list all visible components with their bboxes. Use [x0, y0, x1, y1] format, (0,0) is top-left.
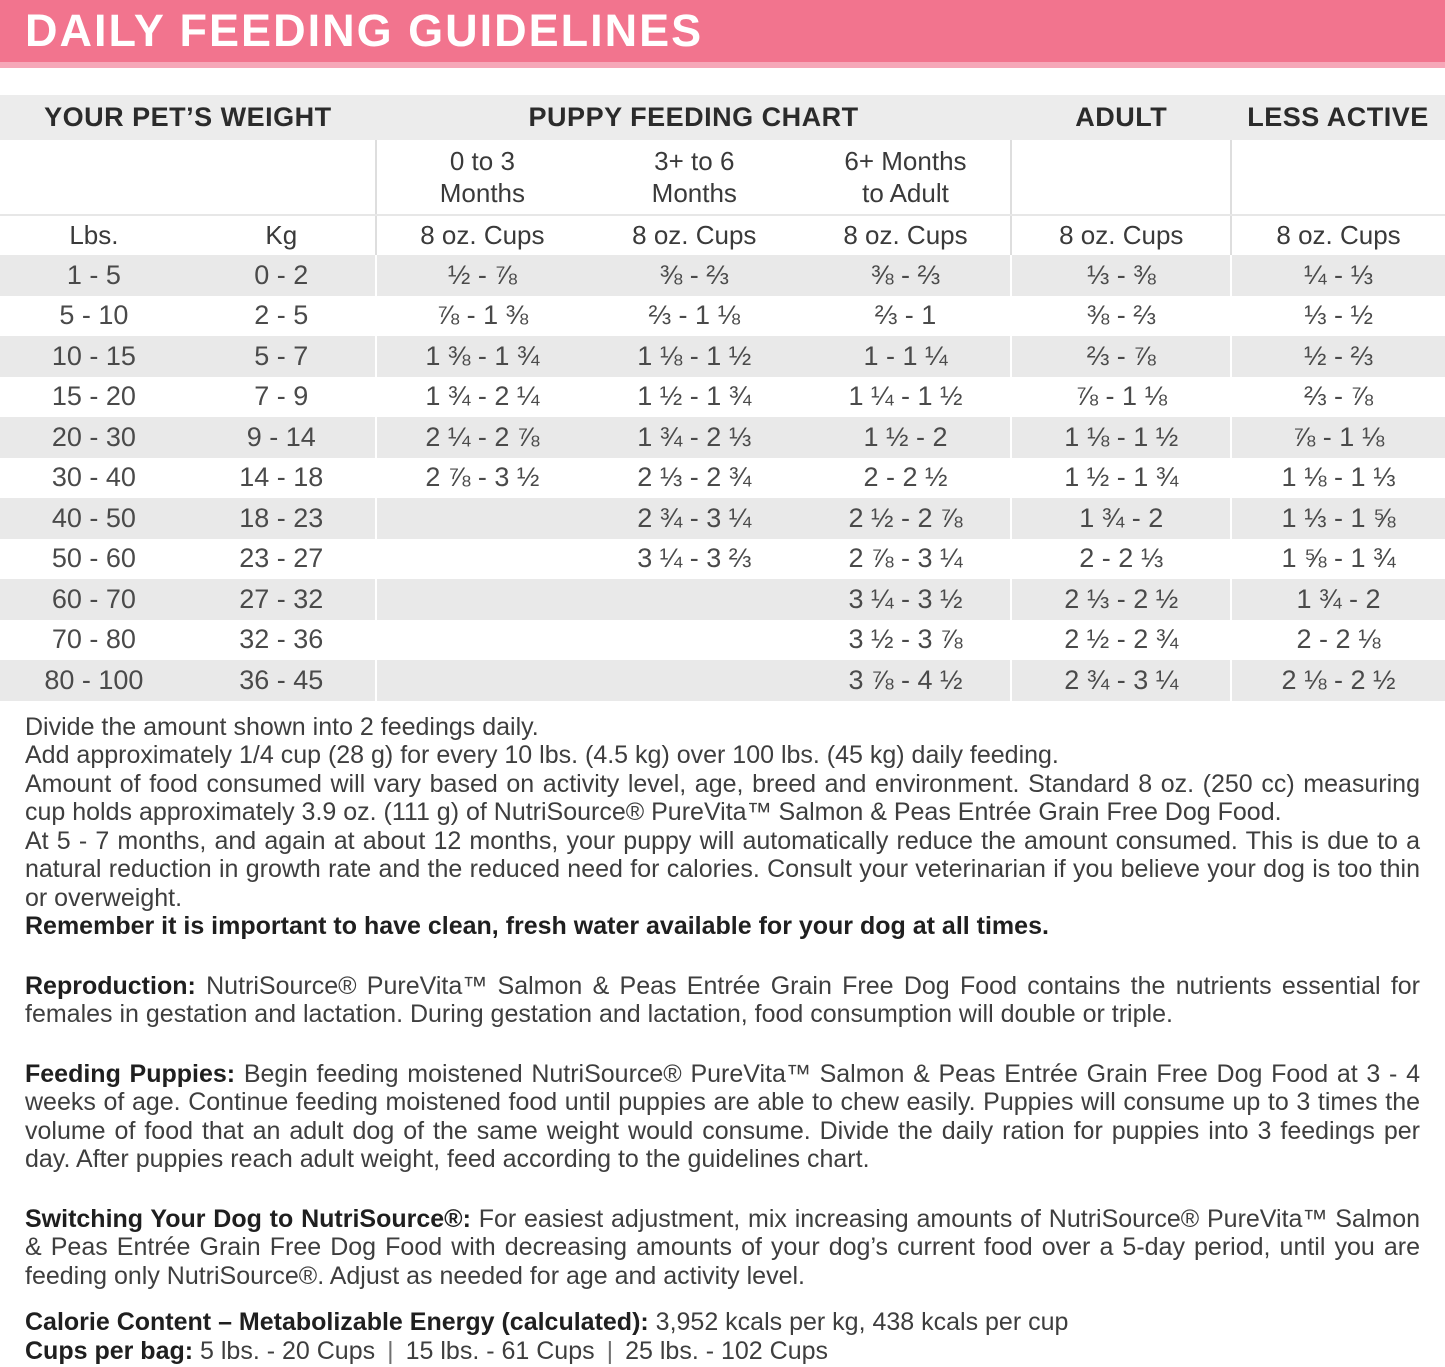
note-puppy-reduction: At 5 - 7 months, and again at about 12 months, your puppy will automatically reduce the amount consumed. This is due to a natural reduction in growth rate and the reduced need for calories. Consult your veterinarian if you believe your dog is too thin or overweight. [25, 826, 1420, 912]
title-banner [0, 0, 1445, 62]
banner-gap [0, 68, 1445, 95]
cell-adult: 1 ⅛ - 1 ½ [1011, 417, 1231, 458]
cell-puppy-6-adult: 2 ⅞ - 3 ¼ [801, 539, 1012, 580]
age-column-header-3-6 [588, 140, 800, 215]
table-row [0, 255, 1445, 296]
section-header-weight: YOUR PET’S WEIGHT [0, 95, 376, 140]
cell-puppy-0-3 [376, 620, 588, 661]
cell-less-active: ⅞ - 1 ⅛ [1231, 417, 1445, 458]
cell-puppy-6-adult: 1 ¼ - 1 ½ [801, 377, 1012, 418]
cell-puppy-0-3: 1 ⅜ - 1 ¾ [376, 336, 588, 377]
cell-puppy-0-3: 2 ⅞ - 3 ½ [425, 462, 540, 493]
cell-weight-kg: 0 - 2 [188, 255, 376, 296]
cell-less-active: ⅔ - ⅞ [1304, 381, 1374, 412]
section-header-adult: ADULT [1011, 95, 1231, 140]
age-header-line2: Months [439, 178, 526, 208]
cell-adult: 1 ¾ - 2 [1011, 498, 1231, 539]
cell-weight-lbs: 70 - 80 [51, 624, 136, 655]
cell-less-active: 1 ⅝ - 1 ¾ [1281, 543, 1396, 574]
cell-weight-kg: 9 - 14 [188, 417, 376, 458]
table-row [0, 498, 1445, 539]
paragraph-lead-switching: Switching Your Dog to NutriSource®: [25, 1204, 471, 1233]
cell-less-active: ½ - ⅔ [1231, 336, 1445, 377]
cell-puppy-0-3 [376, 539, 588, 580]
cell-puppy-6-adult: 3 ¼ - 3 ½ [801, 579, 1012, 620]
note-feedings-daily: Divide the amount shown into 2 feedings daily. [25, 712, 539, 741]
cell-weight-lbs: 80 - 100 [0, 660, 188, 701]
paragraph-feeding-puppies [25, 1060, 1420, 1174]
age-header-line1: 0 to 3 [449, 145, 515, 176]
cell-less-active: 2 - 2 ⅛ [1296, 624, 1381, 655]
cell-puppy-0-3 [376, 660, 588, 701]
cell-puppy-3-6 [588, 579, 800, 620]
unit-cups-puppy-0-3: 8 oz. Cups [420, 220, 545, 250]
cell-puppy-0-3: 1 ¾ - 2 ¼ [425, 381, 540, 412]
cell-adult: ⅓ - ⅜ [1011, 255, 1231, 296]
age-header-spacer-less-active [1231, 140, 1445, 215]
cell-puppy-3-6: 2 ¾ - 3 ¼ [588, 498, 800, 539]
age-column-header-0-3 [376, 140, 588, 215]
table-row [0, 660, 1445, 701]
calorie-content-line [25, 1308, 1420, 1337]
cell-weight-lbs: 60 - 70 [0, 579, 188, 620]
paragraph-text-switching: For easiest adjustment, mix increasing amounts of NutriSource® PureVita™ Salmon & Peas Entrée Grain Free Dog Food with decreasing amounts of your dog’s current food over a 5-day period, until you are feeding only NutriSource®. Adjust as needed for age and activity level. [25, 1204, 1420, 1290]
cell-puppy-3-6: ⅔ - 1 ⅛ [648, 300, 741, 331]
cell-weight-kg: 14 - 18 [188, 458, 376, 499]
cell-adult: ⅔ - ⅞ [1011, 336, 1231, 377]
cell-adult: ⅜ - ⅔ [1011, 296, 1231, 337]
cell-puppy-3-6: 2 ⅓ - 2 ¾ [637, 462, 752, 493]
cell-weight-kg: 18 - 23 [188, 498, 376, 539]
cell-puppy-3-6 [588, 620, 800, 661]
table-row [0, 336, 1445, 377]
units-header-row [0, 215, 1445, 255]
note-amount-varies: Amount of food consumed will vary based on activity level, age, breed and environment. Standard 8 oz. (250 cc) measuring cup holds approximately 3.9 oz. (111 g) of NutriSource® PureVita™ Salmon & Peas Entrée Grain Free Dog Food. [25, 769, 1420, 826]
notes-section [0, 701, 1445, 1366]
feeding-guidelines-table [0, 95, 1445, 701]
cell-less-active: 1 ¾ - 2 [1231, 579, 1445, 620]
cell-puppy-0-3 [376, 579, 588, 620]
cell-weight-kg: 36 - 45 [188, 660, 376, 701]
cell-weight-lbs: 10 - 15 [0, 336, 188, 377]
cell-less-active: 1 ⅓ - 1 ⅝ [1231, 498, 1445, 539]
paragraph-text-feeding-puppies: Begin feeding moistened NutriSource® PureVita™ Salmon & Peas Entrée Grain Free Dog Food at 3 - 4 weeks of age. Continue feeding moistened food until puppies are able to chew easily. Puppies will consume up to 3 times the volume of food that an adult dog of the same weight would consume. Divide the daily ration for puppies into 3 feedings per day. After puppies reach adult weight, feed according to the guidelines chart. [25, 1059, 1420, 1173]
cell-weight-lbs: 5 - 10 [59, 300, 129, 331]
calorie-content-value: 3,952 kcals per kg, 438 kcals per cup [648, 1308, 1069, 1336]
table-row [0, 539, 1445, 580]
cell-puppy-6-adult: ⅜ - ⅔ [801, 255, 1012, 296]
cell-less-active: 1 ⅛ - 1 ⅓ [1281, 462, 1396, 493]
separator-bar: | [606, 1336, 614, 1365]
separator-bar: | [387, 1336, 394, 1365]
cell-puppy-3-6: 1 ⅛ - 1 ½ [588, 336, 800, 377]
cell-puppy-3-6 [588, 660, 800, 701]
age-column-header-6-adult [801, 140, 1012, 215]
cell-adult: ⅞ - 1 ⅛ [1011, 377, 1231, 418]
cell-puppy-6-adult: 3 ⅞ - 4 ½ [801, 660, 1012, 701]
unit-cups-puppy-6-adult: 8 oz. Cups [801, 215, 1012, 255]
cell-puppy-6-adult: 1 - 1 ¼ [801, 336, 1012, 377]
table-section-header-row [0, 95, 1445, 140]
cell-weight-lbs: 1 - 5 [0, 255, 188, 296]
cups-per-bag-line [25, 1337, 1420, 1366]
cups-per-bag-item-25lb: 25 lbs. - 102 Cups [625, 1336, 829, 1365]
cell-puppy-6-adult: 2 - 2 ½ [801, 458, 1012, 499]
cell-puppy-6-adult: 2 ½ - 2 ⅞ [801, 498, 1012, 539]
age-header-spacer-weight [0, 140, 376, 215]
cups-per-bag-item-5lb: 5 lbs. - 20 Cups [200, 1336, 376, 1365]
cell-weight-lbs: 50 - 60 [51, 543, 136, 574]
age-header-line1: 3+ to 6 [654, 145, 735, 176]
paragraph-switching [25, 1205, 1420, 1291]
cell-puppy-3-6: 3 ¼ - 3 ⅔ [637, 543, 752, 574]
cell-puppy-3-6: ⅜ - ⅔ [588, 255, 800, 296]
cell-puppy-6-adult: 1 ½ - 2 [801, 417, 1012, 458]
table-row [0, 296, 1445, 337]
cell-weight-kg: 5 - 7 [188, 336, 376, 377]
cell-weight-lbs: 20 - 30 [0, 417, 188, 458]
paragraph-reproduction [25, 972, 1420, 1029]
cell-adult: 1 ½ - 1 ¾ [1011, 458, 1231, 499]
cell-adult: 2 - 2 ⅓ [1011, 539, 1231, 580]
section-header-less-active: LESS ACTIVE [1231, 95, 1445, 140]
cell-puppy-0-3: ⅞ - 1 ⅜ [436, 300, 529, 331]
table-row [0, 620, 1445, 661]
unit-lbs: Lbs. [69, 220, 119, 250]
cell-weight-lbs: 30 - 40 [51, 462, 136, 493]
cell-weight-lbs: 40 - 50 [0, 498, 188, 539]
age-range-header-row [0, 140, 1445, 215]
cell-weight-kg: 7 - 9 [188, 377, 376, 418]
table-row [0, 377, 1445, 418]
table-row [0, 458, 1445, 499]
feeding-table-body [0, 255, 1445, 701]
cell-weight-kg: 27 - 32 [188, 579, 376, 620]
page-title: DAILY FEEDING GUIDELINES [25, 5, 704, 56]
note-fresh-water: Remember it is important to have clean, fresh water available for your dog at all times. [25, 912, 1049, 940]
cell-adult: 2 ⅓ - 2 ½ [1011, 579, 1231, 620]
paragraph-lead-reproduction: Reproduction: [25, 971, 196, 1000]
unit-cups-adult: 8 oz. Cups [1011, 215, 1231, 255]
paragraph-lead-feeding-puppies: Feeding Puppies: [25, 1059, 236, 1088]
table-row [0, 579, 1445, 620]
cell-weight-kg: 2 - 5 [188, 296, 376, 337]
cell-adult: 2 ¾ - 3 ¼ [1011, 660, 1231, 701]
calorie-content-lead: Calorie Content – Metabolizable Energy (calculated): [25, 1308, 649, 1336]
cell-puppy-6-adult: 3 ½ - 3 ⅞ [801, 620, 1012, 661]
unit-cups-less-active: 8 oz. Cups [1276, 220, 1401, 250]
age-header-line1: 6+ Months [844, 145, 967, 176]
unit-cups-puppy-3-6: 8 oz. Cups [632, 220, 757, 250]
cell-less-active: 2 ⅛ - 2 ½ [1231, 660, 1445, 701]
cell-weight-kg: 23 - 27 [188, 539, 376, 580]
cell-puppy-6-adult: ⅔ - 1 [801, 296, 1012, 337]
cell-puppy-3-6: 1 ½ - 1 ¾ [637, 381, 752, 412]
cell-adult: 2 ½ - 2 ¾ [1011, 620, 1231, 661]
section-header-puppy: PUPPY FEEDING CHART [376, 95, 1012, 140]
age-header-spacer-adult [1011, 140, 1231, 215]
cell-puppy-3-6: 1 ¾ - 2 ⅓ [588, 417, 800, 458]
unit-kg: Kg [188, 215, 376, 255]
cell-less-active: ¼ - ⅓ [1231, 255, 1445, 296]
paragraph-text-reproduction: NutriSource® PureVita™ Salmon & Peas Entrée Grain Free Dog Food contains the nutrients essential for females in gestation and lactation. During gestation and lactation, food consumption will double or triple. [25, 971, 1420, 1028]
cell-puppy-0-3: 2 ¼ - 2 ⅞ [376, 417, 588, 458]
cell-puppy-0-3 [376, 498, 588, 539]
note-add-quarter-cup: Add approximately 1/4 cup (28 g) for every 10 lbs. (4.5 kg) over 100 lbs. (45 kg) daily feeding. [25, 741, 1059, 769]
cell-weight-lbs: 15 - 20 [51, 381, 136, 412]
cell-weight-kg: 32 - 36 [188, 620, 376, 661]
cell-less-active: ⅓ - ½ [1304, 300, 1374, 331]
cups-per-bag-lead: Cups per bag: [25, 1336, 194, 1365]
age-header-line2: to Adult [862, 178, 949, 208]
cell-puppy-0-3: ½ - ⅞ [376, 255, 588, 296]
cups-per-bag-item-15lb: 15 lbs. - 61 Cups [405, 1336, 595, 1365]
table-row [0, 417, 1445, 458]
age-header-line2: Months [651, 178, 737, 208]
